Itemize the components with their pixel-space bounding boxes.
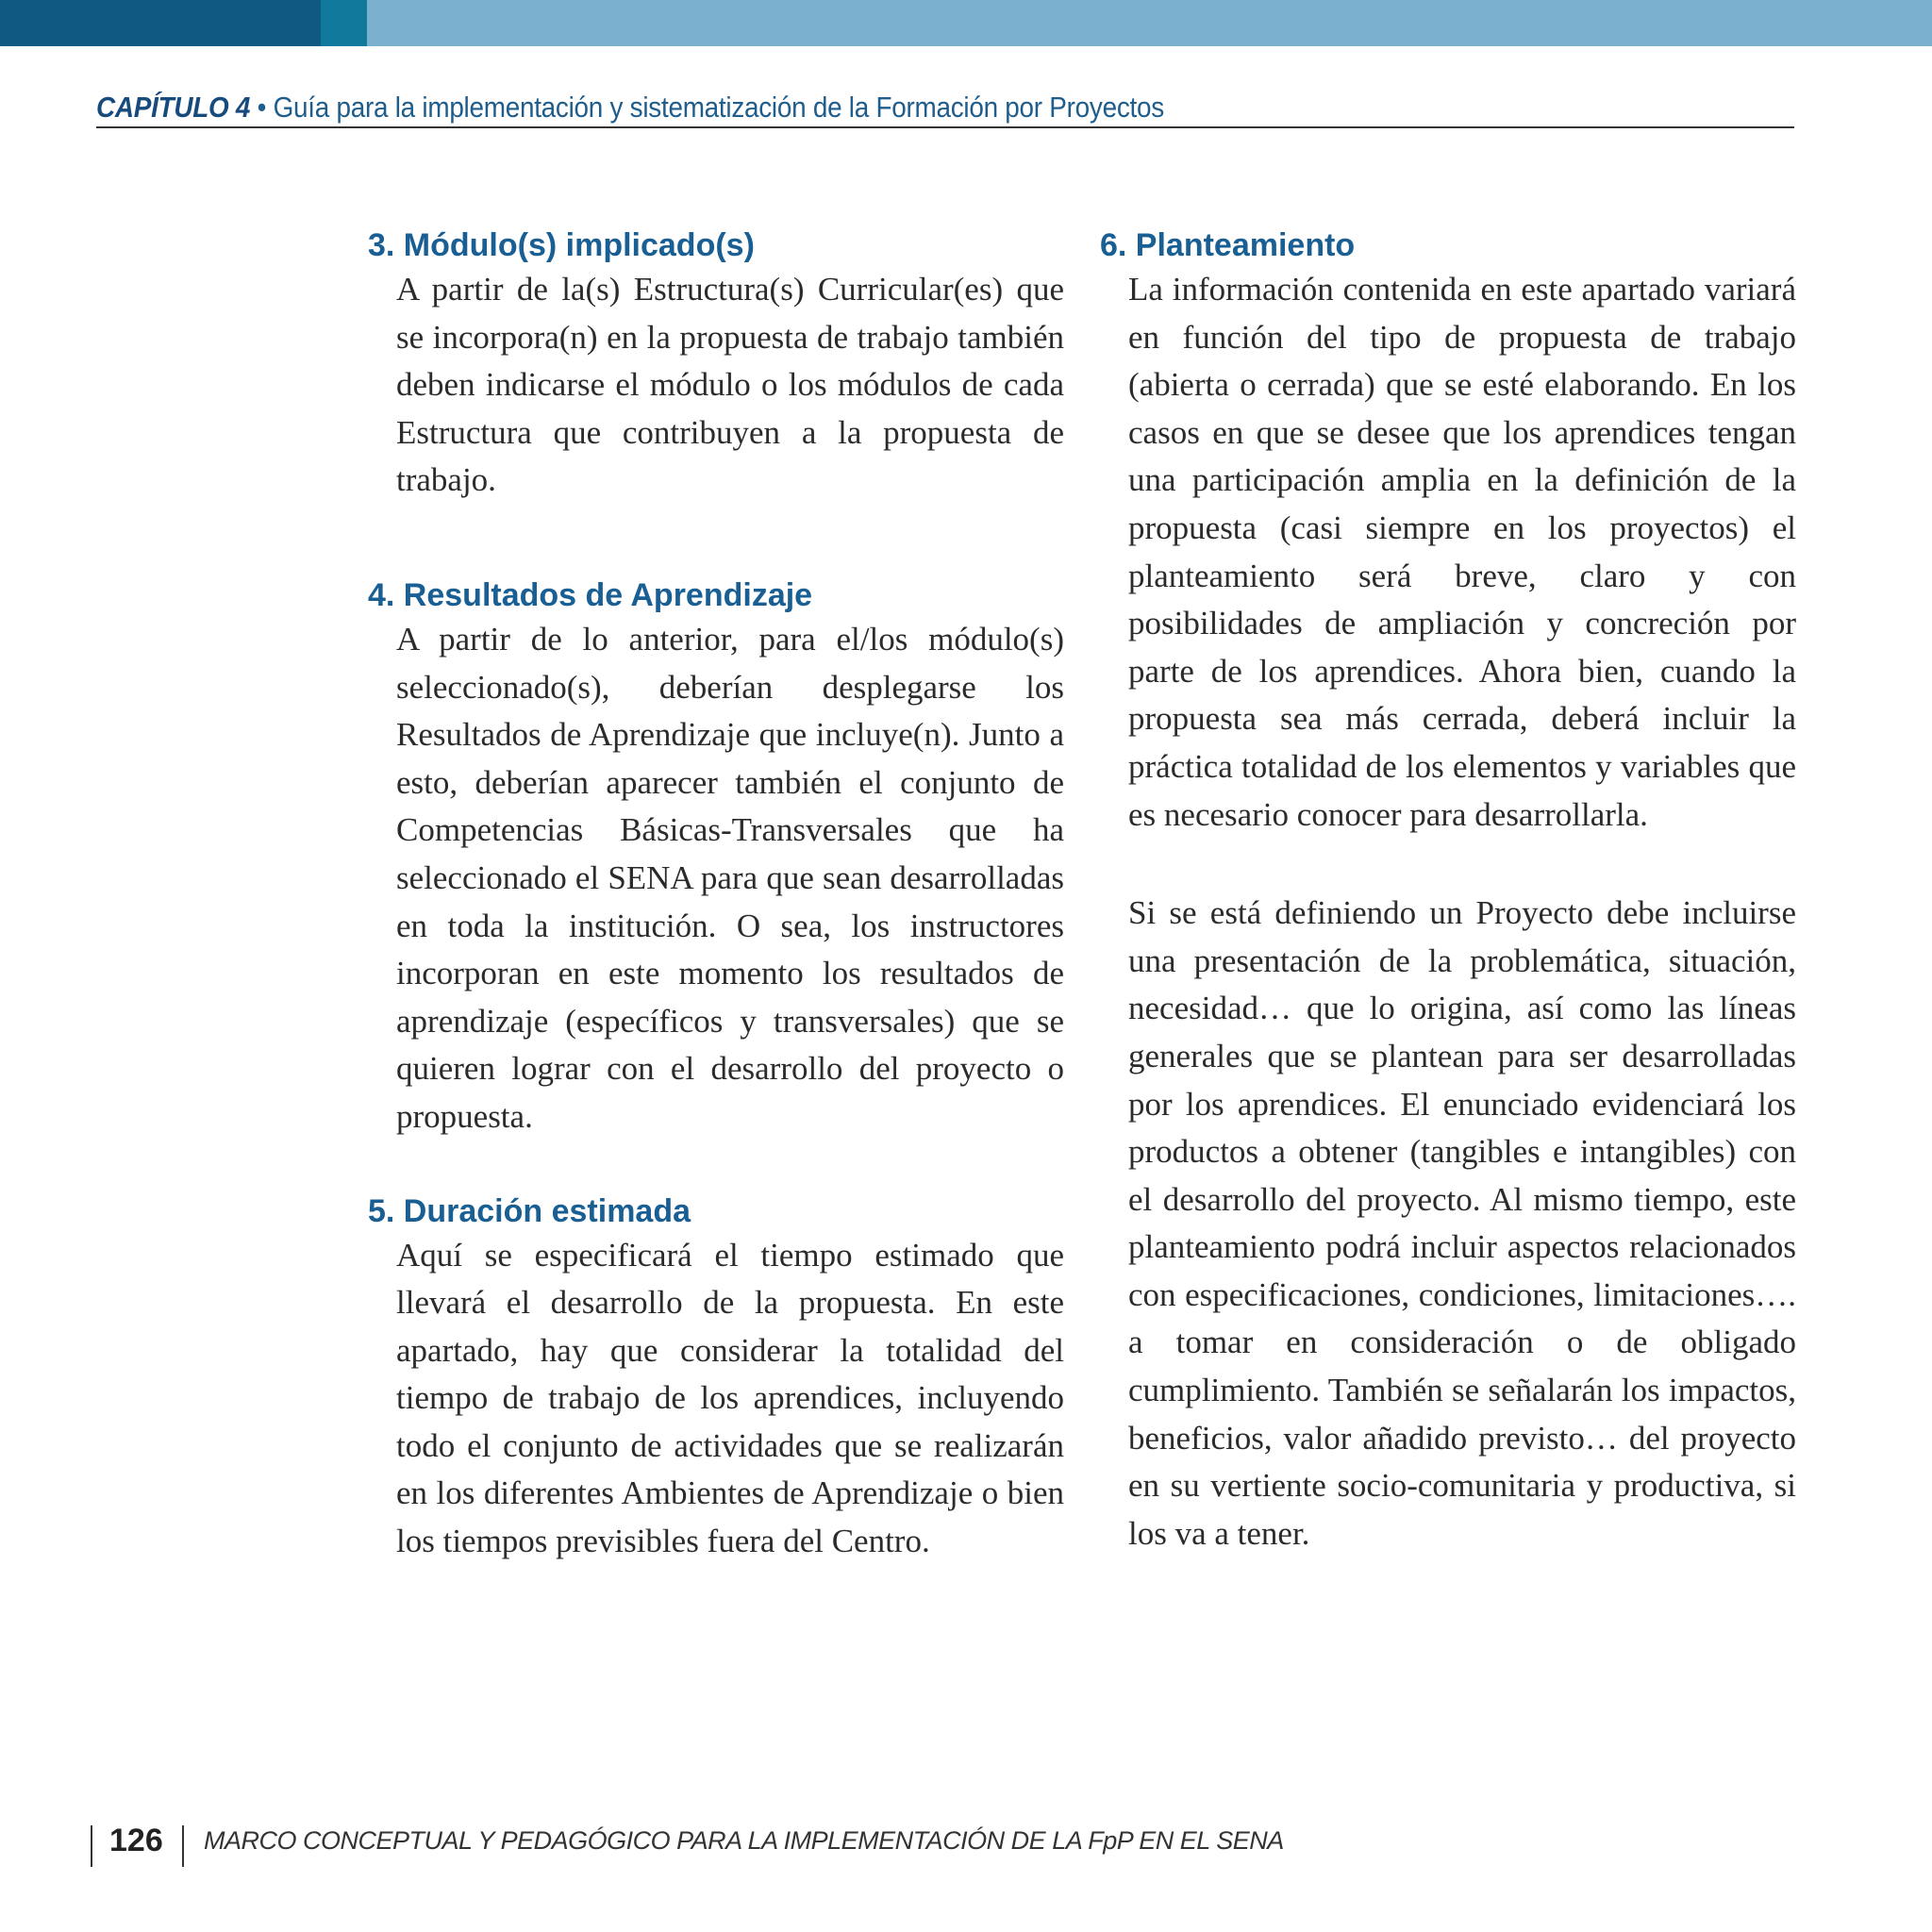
- header-rule: [96, 126, 1794, 128]
- section-3-body: A partir de la(s) Estructura(s) Curricular(es) que se incorpora(n) en la propuesta de trabajo también deben indicarse el módulo o los módulos de cada Estructura que contribuyen a la propuesta de trabajo.: [396, 271, 1064, 499]
- top-band-dark-segment: [0, 0, 321, 46]
- right-column: [1100, 225, 1796, 1557]
- left-column: [368, 225, 1064, 1566]
- chapter-title: • Guía para la implementación y sistematización de la Formación por Proyectos: [250, 91, 1164, 124]
- footer-divider-right: [182, 1825, 184, 1867]
- section-6-paragraph-2: Si se está definiendo un Proyecto debe incluirse una presentación de la problemática, situación, necesidad… que lo origina, así como las líneas generales que se plantean para ser desarrolladas por los aprendices. El enunciado evidenciará los productos a obtener (tangibles e intangibles) con el desarrollo del proyecto. Al mismo tiempo, este planteamiento podrá incluir aspectos relacionados con especificaciones, condiciones, limitaciones…. a tomar en consideración o de obligado cumplimiento. También se señalarán los impactos, beneficios, valor añadido previsto… del proyecto en su vertiente socio-comunitaria y productiva, si los va a tener.: [1128, 894, 1796, 1552]
- page-number: 126: [109, 1823, 163, 1858]
- running-header: [96, 91, 1164, 125]
- section-4-title: 4. Resultados de Aprendizaje: [368, 576, 813, 613]
- chapter-label: CAPÍTULO 4: [96, 91, 251, 124]
- footer-title: MARCO CONCEPTUAL Y PEDAGÓGICO PARA LA IMPLEMENTACIÓN DE LA FpP EN EL SENA: [204, 1826, 1284, 1855]
- section-3-title: 3. Módulo(s) implicado(s): [368, 227, 755, 263]
- top-band-mid-segment: [321, 0, 367, 46]
- section-6-title: 6. Planteamiento: [1100, 227, 1356, 263]
- section-5-title: 5. Duración estimada: [368, 1192, 691, 1229]
- section-5-body: Aquí se especificará el tiempo estimado que llevará el desarrollo de la propuesta. En este apartado, hay que considerar la totalidad del tiempo de trabajo de los aprendices, incluyendo todo el conjunto de actividades que se realizarán en los diferentes Ambientes de Aprendizaje o bien los tiempos previsibles fuera del Centro.: [396, 1236, 1064, 1560]
- top-color-band: [0, 0, 1932, 46]
- footer-divider-left: [91, 1825, 92, 1867]
- section-4-body: A partir de lo anterior, para el/los módulo(s) seleccionado(s), deberían desplegarse los Resultados de Aprendizaje que incluye(n). Junto a esto, deberían aparecer también el conjunto de Competencias Básicas-Transversales que ha seleccionado el SENA para que sean desarrolladas en toda la institución. O sea, los instructores incorporan en este momento los resultados de aprendizaje (específicos y transversales) que se quieren lograr con el desarrollo del proyecto o propuesta.: [396, 620, 1064, 1135]
- top-band-light-segment: [367, 0, 1932, 46]
- section-6-paragraph-1: La información contenida en este apartado variará en función del tipo de propuesta de trabajo (abierta o cerrada) que se esté elaborando. En los casos en que se desee que los aprendices tengan una participación amplia en la definición de la propuesta (casi siempre en los proyectos) el planteamiento será breve, claro y con posibilidades de ampliación y concreción por parte de los aprendices. Ahora bien, cuando la propuesta sea más cerrada, deberá incluir la práctica totalidad de los elementos y variables que es necesario conocer para desarrollarla.: [1128, 271, 1796, 833]
